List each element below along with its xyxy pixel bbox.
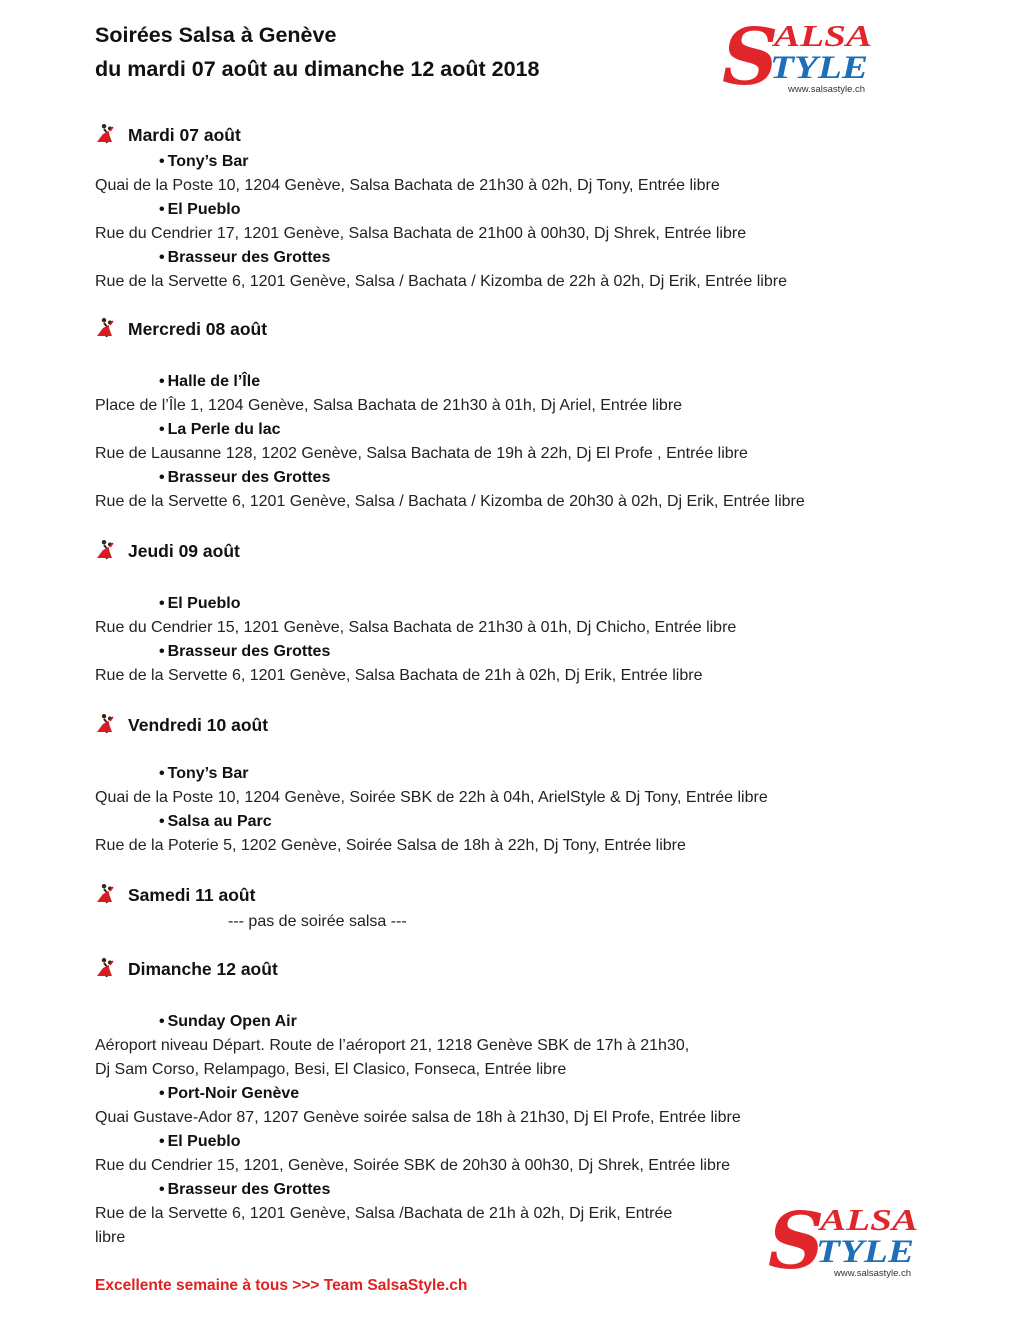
dancing-couple-icon <box>95 539 117 561</box>
venue-details: Rue de la Poterie 5, 1202 Genève, Soirée Salsa de 18h à 22h, Dj Tony, Entrée libre <box>95 837 686 854</box>
venue-details: Rue de la Servette 6, 1201 Genève, Salsa /Bachata de 21h à 02h, Dj Erik, Entrée <box>95 1205 673 1222</box>
page-title-line-1: Soirées Salsa à Genève <box>95 23 337 47</box>
svg-text:TYLE: TYLE <box>770 50 868 86</box>
day-heading-mardi <box>95 122 241 148</box>
day-heading-label: Mercredi 08 août <box>128 319 268 339</box>
venue-name: • El Pueblo <box>159 1133 241 1150</box>
venue-details: Quai Gustave-Ador 87, 1207 Genève soirée salsa de 18h à 21h30, Dj El Profe, Entrée libre <box>95 1109 741 1126</box>
day-heading-label: Dimanche 12 août <box>128 959 278 979</box>
footer-message: Excellente semaine à tous >>> Team SalsaStyle.ch <box>95 1277 468 1294</box>
salsastyle-logo-bottom <box>768 1200 924 1282</box>
day-heading-dimanche <box>95 956 278 982</box>
venue-details: Rue du Cendrier 15, 1201 Genève, Salsa Bachata de 21h30 à 01h, Dj Chicho, Entrée libre <box>95 619 737 636</box>
day-heading-label: Samedi 11 août <box>128 885 256 905</box>
venue-name: • Tony’s Bar <box>159 765 249 782</box>
venue-details: Rue de Lausanne 128, 1202 Genève, Salsa Bachata de 19h à 22h, Dj El Profe , Entrée libre <box>95 445 748 462</box>
svg-text:www.salsastyle.ch: www.salsastyle.ch <box>834 1268 912 1279</box>
venue-details: Place de l’Île 1, 1204 Genève, Salsa Bachata de 21h30 à 01h, Dj Ariel, Entrée libre <box>95 397 683 414</box>
salsastyle-logo-top <box>722 16 878 98</box>
venue-details: Quai de la Poste 10, 1204 Genève, Soirée SBK de 22h à 04h, ArielStyle & Dj Tony, Entrée libre <box>95 789 768 806</box>
venue-details: Rue de la Servette 6, 1201 Genève, Salsa / Bachata / Kizomba de 22h à 02h, Dj Erik, Entrée libre <box>95 273 787 290</box>
dancing-couple-icon <box>95 317 117 339</box>
day-heading-label: Jeudi 09 août <box>128 541 240 561</box>
venue-name: • Halle de l’Île <box>159 373 261 390</box>
svg-text:www.salsastyle.ch: www.salsastyle.ch <box>788 84 866 95</box>
svg-text:S: S <box>768 1200 825 1282</box>
venue-name: • Brasseur des Grottes <box>159 1181 331 1198</box>
venue-name: • Tony’s Bar <box>159 153 249 170</box>
dancing-couple-icon <box>95 957 117 979</box>
day-heading-mercredi <box>95 316 267 342</box>
svg-text:ALSA: ALSA <box>771 18 872 53</box>
dancing-couple-icon <box>95 883 117 905</box>
day-heading-jeudi <box>95 538 240 564</box>
svg-text:TYLE: TYLE <box>816 1234 914 1270</box>
venue-details: Aéroport niveau Départ. Route de l’aéroport 21, 1218 Genève SBK de 17h à 21h30, <box>95 1037 690 1054</box>
venue-details: Dj Sam Corso, Relampago, Besi, El Clasico, Fonseca, Entrée libre <box>95 1061 567 1078</box>
day-heading-vendredi <box>95 712 268 738</box>
page-title <box>95 18 539 86</box>
venue-name: • Brasseur des Grottes <box>159 643 331 660</box>
day-heading-label: Mardi 07 août <box>128 125 241 145</box>
venue-details: Rue de la Servette 6, 1201 Genève, Salsa / Bachata / Kizomba de 20h30 à 02h, Dj Erik, Entrée libre <box>95 493 805 510</box>
venue-name: • La Perle du lac <box>159 421 281 438</box>
venue-details: Quai de la Poste 10, 1204 Genève, Salsa Bachata de 21h30 à 02h, Dj Tony, Entrée libre <box>95 177 720 194</box>
no-event-note: --- pas de soirée salsa --- <box>228 913 407 930</box>
venue-name: • El Pueblo <box>159 595 241 612</box>
venue-name: • El Pueblo <box>159 201 241 218</box>
venue-name: • Port-Noir Genève <box>159 1085 300 1102</box>
venue-details: Rue de la Servette 6, 1201 Genève, Salsa Bachata de 21h à 02h, Dj Erik, Entrée libre <box>95 667 703 684</box>
dancing-couple-icon <box>95 713 117 735</box>
svg-text:ALSA: ALSA <box>817 1202 918 1237</box>
dancing-couple-icon <box>95 123 117 145</box>
venue-name: • Sunday Open Air <box>159 1013 297 1030</box>
day-heading-samedi <box>95 882 255 908</box>
venue-details: Rue du Cendrier 15, 1201, Genève, Soirée SBK de 20h30 à 00h30, Dj Shrek, Entrée libre <box>95 1157 731 1174</box>
venue-name: • Brasseur des Grottes <box>159 249 331 266</box>
page-title-line-2: du mardi 07 août au dimanche 12 août 2018 <box>95 57 540 81</box>
venue-details: Rue du Cendrier 17, 1201 Genève, Salsa Bachata de 21h00 à 00h30, Dj Shrek, Entrée libre <box>95 225 747 242</box>
day-heading-label: Vendredi 10 août <box>128 715 269 735</box>
venue-details: libre <box>95 1229 126 1246</box>
venue-name: • Salsa au Parc <box>159 813 272 830</box>
svg-text:S: S <box>722 16 779 98</box>
venue-name: • Brasseur des Grottes <box>159 469 331 486</box>
